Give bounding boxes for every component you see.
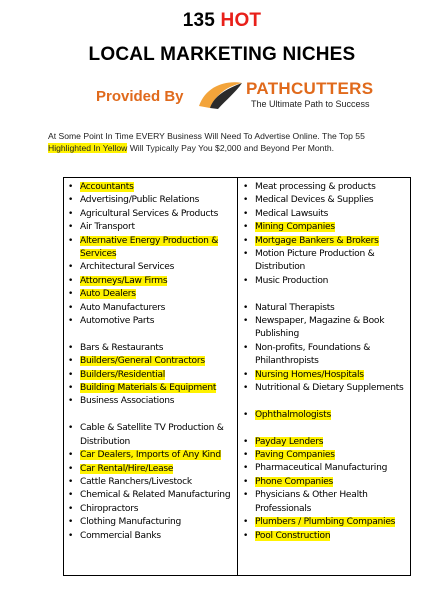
niche-label: Automotive Parts [80,316,155,327]
niche-list-item [241,449,410,462]
niche-label: Nutritional & Dietary Supplements [255,383,404,394]
niche-list-item [241,248,410,275]
list-spacer [241,288,410,301]
list-spacer [241,422,410,435]
niche-list-item [66,382,237,395]
niche-label: Mortgage Bankers & Brokers [255,235,379,246]
niche-label: Builders/General Contractors [80,356,205,367]
niche-label: Physicians & Other Health Professionals [255,490,368,514]
niche-label: Commercial Banks [80,530,161,541]
niche-list-item [66,503,237,516]
niche-label: Pool Construction [255,530,331,541]
niche-list-item [66,208,237,221]
niche-label: Clothing Manufacturing [80,517,182,528]
niche-list-item [66,342,237,355]
list-spacer [66,409,237,422]
niche-label: Meat processing & products [255,182,376,192]
provided-by-label: Provided By [96,88,184,105]
niche-label: Nursing Homes/Hospitals [255,369,364,380]
niche-list-item [66,422,237,449]
niche-label: Plumbers / Plumbing Companies [255,517,396,528]
niche-list-item [241,476,410,489]
niche-list-right [241,181,410,543]
niche-list-item [66,395,237,408]
niche-label: Cattle Ranchers/Livestock [80,476,192,487]
niche-label: Natural Therapists [255,302,335,313]
niche-list-item [66,516,237,529]
niche-label: Phone Companies [255,476,334,487]
niche-list-item [66,288,237,301]
niche-list-item [241,462,410,475]
niche-list-item [241,409,410,422]
niche-list-item [241,369,410,382]
niche-list-item [241,530,410,543]
niche-list-item [241,489,410,516]
niche-label: Bars & Restaurants [80,342,164,353]
title-number: 135 [182,10,216,31]
niche-list-item [241,302,410,315]
niche-list-item [66,235,237,262]
brand-name: PATHCUTTERS [246,79,374,98]
niche-list-item [66,355,237,368]
niche-list-item [66,530,237,543]
niche-label: Medical Devices & Supplies [255,195,374,206]
niche-list-item [66,489,237,502]
niche-list-item [241,382,410,395]
list-spacer [66,328,237,341]
niche-label: Accountants [80,182,134,192]
niche-label: Motion Picture Production & Distribution [255,249,375,273]
page-title-line2: LOCAL MARKETING NICHES [88,44,356,65]
niche-label: Car Rental/Hire/Lease [80,463,174,474]
page-title-line1 [0,10,444,32]
intro-highlight: Highlighted In Yellow [48,143,128,153]
list-spacer [241,395,410,408]
niche-label: Auto Manufacturers [80,302,166,313]
niche-list-left [66,181,237,543]
niches-column-left [64,178,237,575]
niche-label: Business Associations [80,396,175,407]
niche-label: Car Dealers, Imports of Any Kind [80,450,221,461]
niche-list-item [241,342,410,369]
niche-list-item [241,221,410,234]
intro-text-1: At Some Point In Time EVERY Business Will Need To Advertise Online. The Top 55 [48,131,365,141]
intro-paragraph [48,130,408,154]
niche-label: Paving Companies [255,450,335,461]
niche-label: Builders/Residential [80,369,166,380]
niche-list-item [241,194,410,207]
niche-label: Mining Companies [255,222,335,233]
niche-label: Architectural Services [80,262,175,273]
niche-list-item [66,302,237,315]
intro-text-2: Will Typically Pay You $2,000 and Beyond Per Month. [127,143,335,153]
niche-list-item [66,221,237,234]
niche-list-item [66,194,237,207]
niche-list-item [241,315,410,342]
niche-list-item [241,275,410,288]
niche-label: Chiropractors [80,503,139,514]
niche-list-item [66,315,237,328]
niche-label: Non-profits, Foundations & Philanthropists [255,342,371,367]
niche-list-item [66,275,237,288]
niche-label: Chemical & Related Manufacturing [80,490,231,501]
niche-label: Air Transport [80,222,135,233]
niche-list-item [241,208,410,221]
niche-list-item [66,463,237,476]
niche-label: Newspaper, Magazine & Book Publishing [255,316,385,340]
niche-label: Medical Lawsuits [255,208,329,219]
title-hot: HOT [220,10,262,31]
niche-label: Cable & Satellite TV Production & Distribution [80,423,224,447]
pathcutters-logo-icon [196,80,244,110]
niche-label: Attorneys/Law Firms [80,275,168,286]
niche-list-item [241,181,410,194]
niche-list-item [241,235,410,248]
niche-list-item [66,369,237,382]
niche-label: Payday Lenders [255,436,324,447]
niche-label: Auto Dealers [80,289,136,300]
niche-list-item [66,181,237,194]
niche-list-item [241,516,410,529]
brand-tagline: The Ultimate Path to Success [251,99,370,109]
niche-label: Pharmaceutical Manufacturing [255,463,388,474]
niches-table [63,177,411,576]
niche-list-item [66,261,237,274]
niche-label: Ophthalmologists [255,409,331,420]
niche-label: Alternative Energy Production & Services [80,235,219,260]
niche-label: Music Production [255,275,329,286]
niche-list-item [66,476,237,489]
niche-label: Agricultural Services & Products [80,208,219,219]
niche-label: Building Materials & Equipment [80,383,217,394]
niche-label: Advertising/Public Relations [80,195,200,206]
niche-list-item [66,449,237,462]
niches-column-right [237,178,410,575]
niche-list-item [241,436,410,449]
